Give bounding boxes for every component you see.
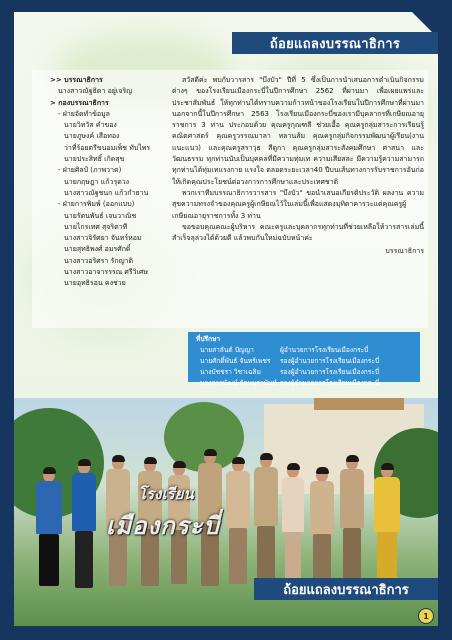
- teacher-figure: [282, 464, 304, 586]
- teacher-figure: [310, 468, 334, 586]
- page-title: ถ้อยแถลงบรรณาธิการ: [232, 32, 438, 54]
- advisor-row: [194, 345, 414, 356]
- teacher-figure: [36, 468, 62, 586]
- advisor-role: ผู้อำนวยการโรงเรียนเมืองกระบี่: [280, 346, 369, 354]
- page-number: 1: [418, 608, 434, 624]
- editorial-paragraph: พวกเราทีมบรรณาธิการวารสาร "บึงบัว" ขอนำเสนอเกียรติประวัติ ผลงาน ความสุขความทรงจำของคุณครูผู้เกษียณไว้ในเล่มนี้เพื่อแสดงมุทิตาคารวะแด่คุณครูผู้เกษียณอายุราชการทั้ง 3 ท่าน: [172, 188, 424, 220]
- editorial-paragraph: สวัสดีค่ะ พบกับวารสาร "บึงบัว" ปีที่ 5 ซึ่งเป็นการนำเสนอการดำเนินกิจกรรมต่างๆ ของโรงเรียนเมืองกระบี่ในปีการศึกษา 2562 ที่ผ่านมา เพื่อเผยแพร่และประชาสัมพันธ์ ให้ทุกท่านได้ทราบความก้าวหน้าของโรงเรียนในปีการศึกษาที่ผ่านมา นอกจากนี้ในปีการศึกษา 2563 โรงเรียนเมืองกระบี่ของเรามีบุคลากรที่เกษียณอายุราชการ 3 ท่าน ประกอบด้วย คุณครูกุณฑลี ช่วยเอื้อ คุณครูกลุ่มสาระการเรียนรู้คณิตศาสตร์ คุณครูวรรณมาลา หลานส้ม คุณครูกลุ่มกิจกรรมพัฒนาผู้เรียน(งานแนะแนว) และคุณครูสราวุธ สีดูกา คุณครูกลุ่มสาระสังคมศึกษา ศาสนา และวัฒนธรรม ทุกท่านนับเป็นบุคคลที่มีความทุ่มเท ความเสียสละ มีความรู้ความสามารถ ทุกท่านได้ทุ่มเทแรงกาย แรงใจ ตลอดระยะเวลา40 ปีบนเส้นทางการรับราชการอันก่อให้เกิดคุณประโยชน์ต่อวงการการศึกษาและประเทศชาติ: [172, 76, 424, 186]
- staff-item: นางสาวอาจารรรณ ศรีวิเศษ: [64, 268, 149, 277]
- staff-item: นายสุทธิพงศ์ อมรศักดิ์: [64, 245, 131, 254]
- staff-item: นายอุทธิรอน คงช่วย: [64, 279, 126, 288]
- staff-item: - ฝ่ายการพิมพ์ (ออกแบบ): [58, 200, 135, 209]
- photo-caption-line2: เมืองกระบี่: [106, 512, 220, 540]
- advisor-role: รองผู้อำนวยการโรงเรียนเมืองกระบี่: [280, 357, 380, 365]
- advisor-row: [194, 378, 414, 389]
- editorial-paragraph: ขอขอบคุณคณะผู้บริหาร คณะครูและบุคลากรทุกท่านที่ช่วยเหลือให้วารสารเล่มนี้สำเร็จลุล่วงได้ด้วยดี แล้วพบกันใหม่ฉบับหน้าค่ะ: [172, 222, 424, 243]
- staff-item: - ฝ่ายจัดทำข้อมูล: [58, 109, 110, 118]
- staff-item: - ฝ่ายศิลป์ (ภาพวาด): [58, 166, 122, 175]
- teacher-figure: [340, 456, 364, 588]
- staff-list: [40, 75, 168, 290]
- advisors-title: ที่ปรึกษา: [196, 335, 221, 343]
- staff-item: นายวิทวัส คำของ: [64, 121, 117, 130]
- staff-item: นายกฤษฎา แก้วรุดวง: [64, 177, 130, 186]
- staff-item: นายรัตนพันธ์ เจนวาณิช: [64, 211, 137, 220]
- advisor-name: นางบัชชรา วิชาเฉลิม: [200, 368, 261, 376]
- photo-caption-line1: โรงเรียน: [138, 485, 194, 503]
- advisor-row: [194, 356, 414, 367]
- magazine-page: [14, 12, 438, 626]
- teacher-figure: [226, 458, 250, 584]
- staff-item: นายไกรเทศ สุจริตาที: [64, 222, 128, 231]
- advisor-name: นายสาลันต์ ปัญญา: [200, 346, 254, 354]
- photo-caption: [106, 482, 220, 545]
- advisor-name: นายศักดิ์พันธ์ จันทร์เพชร: [200, 357, 271, 365]
- staff-item: นางสาวณัฐชนก แก้วกำธาน: [64, 188, 149, 197]
- staff-item: นางสาวณัฐธิดา อยู่เจริญ: [58, 87, 133, 96]
- teacher-figure: [374, 464, 400, 586]
- staff-item: นางสาวอริศรา รักญาติ: [64, 256, 134, 265]
- staff-item: นายภูษงค์ เสือทอง: [64, 132, 120, 141]
- teacher-figure: [72, 460, 96, 588]
- staff-item: ว่าที่ร้อยตรีขนอมเพ็ช ทับไพร: [64, 143, 151, 152]
- advisor-role: รองผู้อำนวยการโรงเรียนเมืองกระบี่: [280, 368, 380, 376]
- advisors-box: [188, 332, 420, 387]
- staff-item: นางสาวจิรัศยา จันทร์หอม: [64, 234, 142, 243]
- staff-item: >> บรรณาธิการ: [50, 76, 103, 84]
- teacher-figure: [254, 454, 278, 586]
- advisor-role: รองผู้อำนวยการโรงเรียนเมืองกระบี่: [280, 379, 380, 387]
- advisor-name: นางสาวพัฒน์ รัตนบุรานันท์: [200, 379, 277, 387]
- staff-item: > กองบรรณาธิการ: [50, 98, 109, 107]
- editor-signature: บรรณาธิการ: [385, 247, 424, 256]
- footer-title: ถ้อยแถลงบรรณาธิการ: [254, 578, 438, 600]
- advisor-row: [194, 367, 414, 378]
- gazebo: [314, 398, 404, 410]
- staff-item: นายประสิทธิ์ เกิดสุข: [64, 155, 125, 164]
- editorial-text: [172, 75, 424, 258]
